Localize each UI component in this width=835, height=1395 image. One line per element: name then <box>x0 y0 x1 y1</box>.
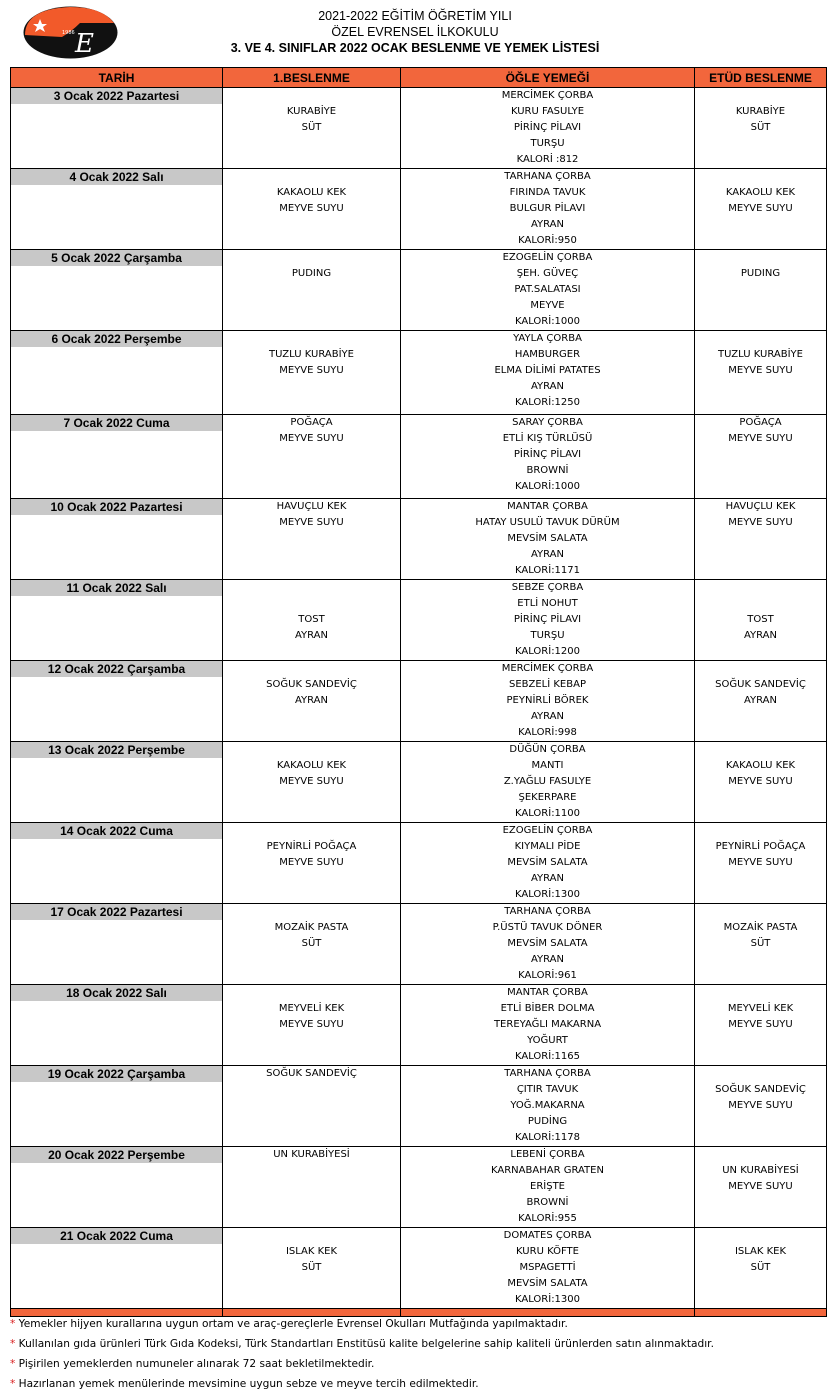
menu-item: BROWNİ <box>526 465 569 476</box>
note-line <box>10 1334 825 1354</box>
study-snack-cell <box>695 250 827 331</box>
menu-item <box>223 88 400 104</box>
study-snack-cell <box>695 742 827 823</box>
menu-item: TURŞU <box>530 138 565 149</box>
menu-item <box>695 661 826 677</box>
menu-item: PİRİNÇ PİLAVI <box>513 122 582 133</box>
menu-item: MEVSİM SALATA <box>507 533 588 544</box>
note-text: Yemekler hijyen kurallarına uygun ortam ve araç-gereçlerle Evrensel Okulları Mutfağında yapılmaktadır. <box>18 1318 568 1330</box>
lunch-cell <box>401 904 695 985</box>
menu-item: MEVSİM SALATA <box>507 857 588 868</box>
menu-item: MEVSİM SALATA <box>507 1278 588 1289</box>
menu-item: UN KURABİYESİ <box>722 1165 799 1176</box>
menu-item: ŞEKERPARE <box>518 792 577 803</box>
study-snack-cell <box>695 415 827 499</box>
lunch-cell <box>401 985 695 1066</box>
menu-item: TUZLU KURABİYE <box>718 349 803 360</box>
date-label: 19 Ocak 2022 Çarşamba <box>11 1066 222 1082</box>
date-label: 5 Ocak 2022 Çarşamba <box>11 250 222 266</box>
menu-item: KALORİ:1300 <box>514 889 581 900</box>
date-label: 7 Ocak 2022 Cuma <box>11 415 222 431</box>
menu-item <box>695 331 826 347</box>
menu-item: DÜĞÜN ÇORBA <box>509 744 586 755</box>
menu-item: AYRAN <box>294 695 329 706</box>
menu-item: MEYVE SUYU <box>728 203 793 214</box>
date-label: 14 Ocak 2022 Cuma <box>11 823 222 839</box>
first-snack-cell <box>223 1147 401 1228</box>
school-logo-icon <box>22 5 119 60</box>
date-label: 10 Ocak 2022 Pazartesi <box>11 499 222 515</box>
menu-item: TARHANA ÇORBA <box>504 171 591 182</box>
menu-item: Z.YAĞLU FASULYE <box>503 776 592 787</box>
menu-item: SOĞUK SANDEVİÇ <box>715 679 806 690</box>
menu-item: SOĞUK SANDEVİÇ <box>266 679 357 690</box>
first-snack-cell <box>223 904 401 985</box>
menu-item: AYRAN <box>530 954 565 965</box>
menu-item: KAKAOLU KEK <box>276 760 347 771</box>
menu-item: PEYNİRLİ POĞAÇA <box>715 841 806 852</box>
table-row <box>11 88 827 169</box>
menu-item: FIRINDA TAVUK <box>509 187 586 198</box>
header-school: ÖZEL EVRENSEL İLKOKULU <box>331 25 499 39</box>
first-snack-cell <box>223 88 401 169</box>
date-cell <box>11 904 223 985</box>
menu-item: KALORİ:955 <box>518 1213 577 1224</box>
table-row <box>11 169 827 250</box>
menu-table <box>10 67 827 1317</box>
menu-item: PEYNİRLİ BÖREK <box>506 695 589 706</box>
menu-item <box>695 596 826 612</box>
menu-item <box>223 250 400 266</box>
lunch-cell <box>401 499 695 580</box>
menu-item: PİRİNÇ PİLAVI <box>513 614 582 625</box>
menu-item: BROWNİ <box>526 1197 569 1208</box>
menu-item: TOST <box>298 614 325 625</box>
school-logo <box>22 5 119 60</box>
menu-item: KALORİ:1000 <box>514 481 581 492</box>
lunch-cell <box>401 88 695 169</box>
menu-item: MEYVE SUYU <box>279 776 344 787</box>
menu-item: ETLİ KIŞ TÜRLÜSÜ <box>502 433 593 444</box>
menu-item <box>223 596 400 612</box>
date-cell <box>11 742 223 823</box>
study-snack-cell <box>695 331 827 415</box>
menu-item: KIYMALI PİDE <box>514 841 581 852</box>
menu-item: SOĞUK SANDEVİÇ <box>266 1068 357 1079</box>
menu-item: PUDING <box>740 268 781 279</box>
menu-item: P.ÜSTÜ TAVUK DÖNER <box>492 922 603 933</box>
menu-item <box>695 1228 826 1244</box>
date-cell <box>11 823 223 904</box>
menu-item: KALORİ:1250 <box>514 397 581 408</box>
menu-item <box>695 1066 826 1082</box>
menu-item: YAYLA ÇORBA <box>513 333 582 344</box>
menu-item: KALORİ:1000 <box>514 316 581 327</box>
study-snack-cell <box>695 1228 827 1309</box>
first-snack-cell <box>223 1228 401 1309</box>
menu-item: SÜT <box>750 1262 771 1273</box>
date-cell <box>11 250 223 331</box>
menu-item: AYRAN <box>530 381 565 392</box>
menu-item: KALORİ:1178 <box>514 1132 581 1143</box>
date-cell <box>11 580 223 661</box>
lunch-cell <box>401 580 695 661</box>
menu-item: POĞAÇA <box>739 417 782 428</box>
menu-item: MEYVE SUYU <box>728 1019 793 1030</box>
menu-item: MANTAR ÇORBA <box>507 501 588 512</box>
menu-item: AYRAN <box>530 219 565 230</box>
first-snack-cell <box>223 169 401 250</box>
date-cell <box>11 1066 223 1147</box>
note-marker: * <box>10 1338 16 1350</box>
table-row <box>11 823 827 904</box>
menu-item <box>695 169 826 185</box>
menu-item <box>695 250 826 266</box>
menu-item <box>223 580 400 596</box>
menu-item: DOMATES ÇORBA <box>503 1230 592 1241</box>
menu-item: YOĞ.MAKARNA <box>510 1100 585 1111</box>
menu-item: AYRAN <box>743 695 778 706</box>
col-header-first-snack: 1.BESLENME <box>223 68 401 88</box>
lunch-cell <box>401 250 695 331</box>
menu-item: MEYVE SUYU <box>728 776 793 787</box>
menu-item <box>223 985 400 1001</box>
first-snack-cell <box>223 250 401 331</box>
menu-item: MANTI <box>531 760 564 771</box>
table-row <box>11 415 827 499</box>
note-marker: * <box>10 1378 16 1390</box>
study-snack-cell <box>695 661 827 742</box>
menu-item: HAVUÇLU KEK <box>725 501 796 512</box>
date-label: 12 Ocak 2022 Çarşamba <box>11 661 222 677</box>
menu-item: KURABİYE <box>286 106 337 117</box>
first-snack-cell <box>223 985 401 1066</box>
menu-item: EZOGELİN ÇORBA <box>502 825 593 836</box>
menu-item: TEREYAĞLI MAKARNA <box>493 1019 602 1030</box>
menu-item: KALORİ:1100 <box>514 808 581 819</box>
menu-item: MEYVELİ KEK <box>278 1003 345 1014</box>
menu-item: KALORİ:961 <box>518 970 577 981</box>
logo-letter: E <box>75 29 94 59</box>
lunch-cell <box>401 331 695 415</box>
menu-item: MEYVE SUYU <box>728 433 793 444</box>
menu-item: SÜT <box>750 122 771 133</box>
menu-item: ISLAK KEK <box>734 1246 787 1257</box>
document-header <box>120 8 710 56</box>
menu-item: MEYVE <box>530 300 565 311</box>
table-row <box>11 661 827 742</box>
menu-item: SOĞUK SANDEVİÇ <box>715 1084 806 1095</box>
table-row <box>11 1147 827 1228</box>
table-row <box>11 985 827 1066</box>
menu-item: KALORİ:1200 <box>514 646 581 657</box>
menu-item: PUDİNG <box>527 1116 568 1127</box>
menu-item <box>695 742 826 758</box>
first-snack-cell <box>223 499 401 580</box>
table-row <box>11 1066 827 1147</box>
table-row <box>11 331 827 415</box>
study-snack-cell <box>695 499 827 580</box>
menu-item: MEYVE SUYU <box>728 365 793 376</box>
col-header-lunch: ÖĞLE YEMEĞİ <box>401 68 695 88</box>
menu-item: AYRAN <box>294 630 329 641</box>
menu-item: MEYVE SUYU <box>279 203 344 214</box>
study-snack-cell <box>695 985 827 1066</box>
date-cell <box>11 499 223 580</box>
menu-item: ETLİ BİBER DOLMA <box>500 1003 595 1014</box>
table-row <box>11 250 827 331</box>
menu-item: ISLAK KEK <box>285 1246 338 1257</box>
menu-item: MEYVELİ KEK <box>727 1003 794 1014</box>
first-snack-cell <box>223 742 401 823</box>
menu-item: SEBZELİ KEBAP <box>508 679 586 690</box>
menu-item: KARNABAHAR GRATEN <box>491 1165 604 1176</box>
menu-item: KURU KÖFTE <box>516 1246 579 1257</box>
table-row <box>11 580 827 661</box>
table-row <box>11 1228 827 1309</box>
menu-item: MERCİMEK ÇORBA <box>501 90 594 101</box>
menu-item: SÜT <box>301 1262 322 1273</box>
date-cell <box>11 661 223 742</box>
date-label: 11 Ocak 2022 Salı <box>11 580 222 596</box>
menu-header-row <box>11 68 827 88</box>
note-marker: * <box>10 1318 16 1330</box>
menu-item <box>695 580 826 596</box>
date-label: 21 Ocak 2022 Cuma <box>11 1228 222 1244</box>
note-marker: * <box>10 1358 16 1370</box>
menu-item: KALORİ:1300 <box>514 1294 581 1305</box>
menu-item: SÜT <box>301 938 322 949</box>
menu-item: SÜT <box>301 122 322 133</box>
date-cell <box>11 415 223 499</box>
date-label: 3 Ocak 2022 Pazartesi <box>11 88 222 104</box>
table-row <box>11 742 827 823</box>
menu-item: PİRİNÇ PİLAVI <box>513 449 582 460</box>
menu-item: SARAY ÇORBA <box>512 417 583 428</box>
menu-item: KAKAOLU KEK <box>276 187 347 198</box>
menu-item: MEYVE SUYU <box>279 365 344 376</box>
menu-item: PEYNİRLİ POĞAÇA <box>266 841 357 852</box>
study-snack-cell <box>695 580 827 661</box>
menu-item: MERCİMEK ÇORBA <box>501 663 594 674</box>
menu-item <box>223 904 400 920</box>
study-snack-cell <box>695 169 827 250</box>
date-cell <box>11 169 223 250</box>
study-snack-cell <box>695 88 827 169</box>
menu-item: MEYVE SUYU <box>279 517 344 528</box>
menu-body <box>11 88 827 1317</box>
menu-item <box>223 331 400 347</box>
date-cell <box>11 1228 223 1309</box>
lunch-cell <box>401 415 695 499</box>
menu-item: MOZAİK PASTA <box>274 922 349 933</box>
menu-item <box>695 823 826 839</box>
menu-item <box>223 742 400 758</box>
study-snack-cell <box>695 823 827 904</box>
note-text: Hazırlanan yemek menülerinde mevsimine uygun sebze ve meyve tercih edilmektedir. <box>18 1378 479 1390</box>
menu-item: ÇITIR TAVUK <box>516 1084 579 1095</box>
menu-item <box>695 1147 826 1163</box>
menu-item: TURŞU <box>530 630 565 641</box>
menu-item: KAKAOLU KEK <box>725 760 796 771</box>
date-cell <box>11 1147 223 1228</box>
menu-item <box>695 904 826 920</box>
menu-item: TARHANA ÇORBA <box>504 906 591 917</box>
date-label: 20 Ocak 2022 Perşembe <box>11 1147 222 1163</box>
menu-item: SÜT <box>750 938 771 949</box>
menu-item <box>223 661 400 677</box>
logo-year: 1986 <box>62 30 75 36</box>
lunch-cell <box>401 1066 695 1147</box>
first-snack-cell <box>223 331 401 415</box>
study-snack-cell <box>695 904 827 985</box>
menu-item: MEYVE SUYU <box>279 1019 344 1030</box>
col-header-study-snack: ETÜD BESLENME <box>695 68 827 88</box>
menu-item: MEYVE SUYU <box>279 857 344 868</box>
menu-item: HATAY USULÜ TAVUK DÜRÜM <box>475 517 620 528</box>
date-cell <box>11 88 223 169</box>
menu-item: MEYVE SUYU <box>728 857 793 868</box>
first-snack-cell <box>223 1066 401 1147</box>
menu-item: AYRAN <box>530 549 565 560</box>
menu-item: BULGUR PİLAVI <box>509 203 586 214</box>
first-snack-cell <box>223 580 401 661</box>
lunch-cell <box>401 169 695 250</box>
menu-item: ERİŞTE <box>530 1181 565 1192</box>
notes <box>10 1314 825 1394</box>
menu-item: AYRAN <box>530 873 565 884</box>
date-cell <box>11 985 223 1066</box>
menu-item: SEBZE ÇORBA <box>511 582 584 593</box>
date-label: 6 Ocak 2022 Perşembe <box>11 331 222 347</box>
menu-item: MANTAR ÇORBA <box>507 987 588 998</box>
study-snack-cell <box>695 1147 827 1228</box>
menu-item: TARHANA ÇORBA <box>504 1068 591 1079</box>
first-snack-cell <box>223 415 401 499</box>
menu-item: KAKAOLU KEK <box>725 187 796 198</box>
lunch-cell <box>401 742 695 823</box>
menu-item: PAT.SALATASI <box>514 284 581 295</box>
menu-item: AYRAN <box>530 711 565 722</box>
menu-item: MEVSİM SALATA <box>507 938 588 949</box>
menu-item: PUDING <box>291 268 332 279</box>
menu-item: MSPAGETTİ <box>519 1262 576 1273</box>
date-label: 4 Ocak 2022 Salı <box>11 169 222 185</box>
header-year: 2021-2022 EĞİTİM ÖĞRETİM YILI <box>318 9 512 23</box>
date-label: 18 Ocak 2022 Salı <box>11 985 222 1001</box>
menu-item: HAVUÇLU KEK <box>276 501 347 512</box>
note-text: Kullanılan gıda ürünleri Türk Gıda Kodeksi, Türk Standartları Enstitüsü kalite belgelerine sahip kaliteli ürünlerden satın alınmaktadır. <box>18 1338 714 1350</box>
lunch-cell <box>401 661 695 742</box>
menu-item <box>223 169 400 185</box>
menu-item: KALORİ :812 <box>516 154 579 165</box>
date-cell <box>11 331 223 415</box>
lunch-cell <box>401 823 695 904</box>
note-text: Pişirilen yemeklerden numuneler alınarak 72 saat bekletilmektedir. <box>18 1358 375 1370</box>
menu-item: UN KURABİYESİ <box>273 1149 350 1160</box>
menu-item: KALORİ:1165 <box>514 1051 581 1062</box>
col-header-date: TARİH <box>11 68 223 88</box>
menu-item: POĞAÇA <box>290 417 333 428</box>
lunch-cell <box>401 1228 695 1309</box>
lunch-cell <box>401 1147 695 1228</box>
menu-item: TUZLU KURABİYE <box>269 349 354 360</box>
menu-item: ETLİ NOHUT <box>517 598 578 609</box>
note-line <box>10 1374 825 1394</box>
menu-item: MEYVE SUYU <box>728 517 793 528</box>
first-snack-cell <box>223 661 401 742</box>
menu-item: ŞEH. GÜVEÇ <box>516 268 579 279</box>
menu-item: KALORİ:1171 <box>514 565 581 576</box>
menu-item: KALORİ:998 <box>518 727 577 738</box>
date-label: 13 Ocak 2022 Perşembe <box>11 742 222 758</box>
menu-item: HAMBURGER <box>514 349 581 360</box>
menu-item <box>223 823 400 839</box>
menu-item: EZOGELİN ÇORBA <box>502 252 593 263</box>
menu-item: MEYVE SUYU <box>728 1181 793 1192</box>
menu-item: MOZAİK PASTA <box>723 922 798 933</box>
first-snack-cell <box>223 823 401 904</box>
menu-item: YOĞURT <box>527 1035 568 1046</box>
table-row <box>11 904 827 985</box>
menu-item: KURABİYE <box>735 106 786 117</box>
menu-item: KURU FASULYE <box>510 106 585 117</box>
menu-item <box>695 88 826 104</box>
menu-item <box>695 985 826 1001</box>
table-row <box>11 499 827 580</box>
study-snack-cell <box>695 1066 827 1147</box>
menu-item: ELMA DİLİMİ PATATES <box>494 365 601 376</box>
header-title: 3. VE 4. SINIFLAR 2022 OCAK BESLENME VE YEMEK LİSTESİ <box>230 41 600 55</box>
menu-item: LEBENİ ÇORBA <box>510 1149 585 1160</box>
menu-item: MEYVE SUYU <box>728 1100 793 1111</box>
menu-item: AYRAN <box>743 630 778 641</box>
date-label: 17 Ocak 2022 Pazartesi <box>11 904 222 920</box>
menu-item: TOST <box>747 614 774 625</box>
note-line <box>10 1354 825 1374</box>
menu-item <box>223 1228 400 1244</box>
menu-item: MEYVE SUYU <box>279 433 344 444</box>
note-line <box>10 1314 825 1334</box>
menu-item: KALORİ:950 <box>518 235 577 246</box>
